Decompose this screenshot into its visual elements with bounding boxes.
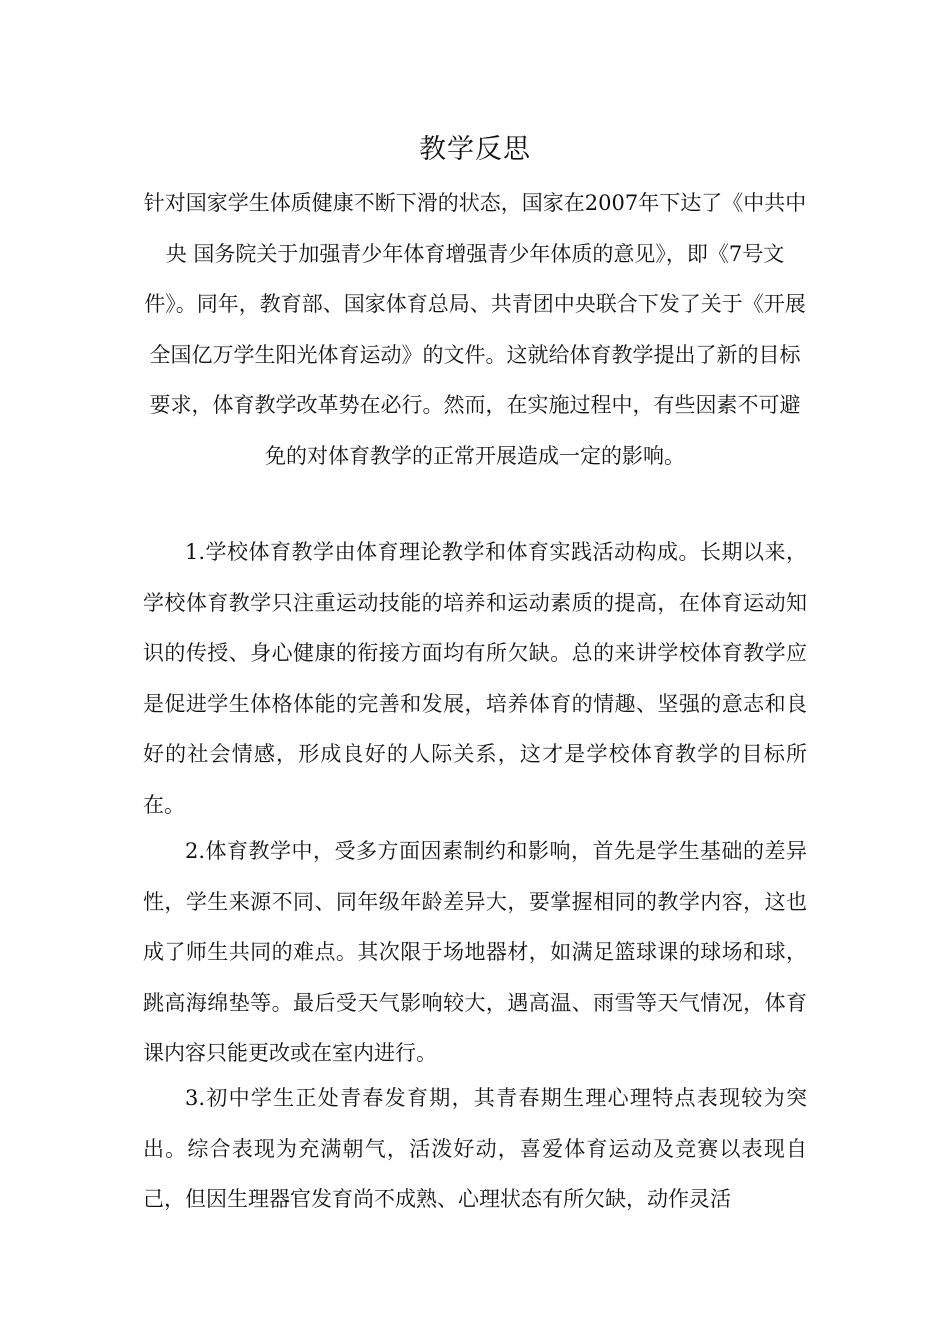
paragraph-3: 3.初中学生正处青春发育期，其青春期生理心理特点表现较为突出。综合表现为充满朝气，活泼好动，喜爱体育运动及竞赛以表现自己，但因生理器官发育尚不成熟、心理状态有所欠缺，动作灵活 (143, 1086, 807, 1211)
paragraph-2: 2.体育教学中，受多方面因素制约和影响，首先是学生基础的差异性，学生来源不同、同年级年龄差异大，要掌握相同的教学内容，这也成了师生共同的难点。其次限于场地器材，如满足篮球课的球场和球，跳高海绵垫等。最后受天气影响较大，遇高温、雨雪等天气情况，体育课内容只能更改或在室内进行。 (143, 839, 807, 1065)
paragraph-1: 1.学校体育教学由体育理论教学和体育实践活动构成。长期以来，学校体育教学只注重运动技能的培养和运动素质的提高，在体育运动知识的传授、身心健康的衔接方面均有所欠缺。总的来讲学校体育教学应是促进学生体格体能的完善和发展，培养体育的情趣、坚强的意志和良好的社会情感，形成良好的人际关系，这才是学校体育教学的目标所在。 (143, 540, 807, 817)
document-title: 教学反思 (419, 134, 531, 165)
intro-paragraph: 针对国家学生体质健康不断下滑的状态，国家在2007年下达了《中共中央 国务院关于加强青少年体育增强青少年体质的意见》，即《7号文件》。同年，教育部、国家体育总局、共青团中央联合下发了关于《开展全国亿万学生阳光体育运动》的文件。这就给体育教学提出了新的目标要求，体育教学改革势在必行。然而，在实施过程中，有些因素不可避免的对体育教学的正常开展造成一定的影响。 (143, 191, 807, 468)
